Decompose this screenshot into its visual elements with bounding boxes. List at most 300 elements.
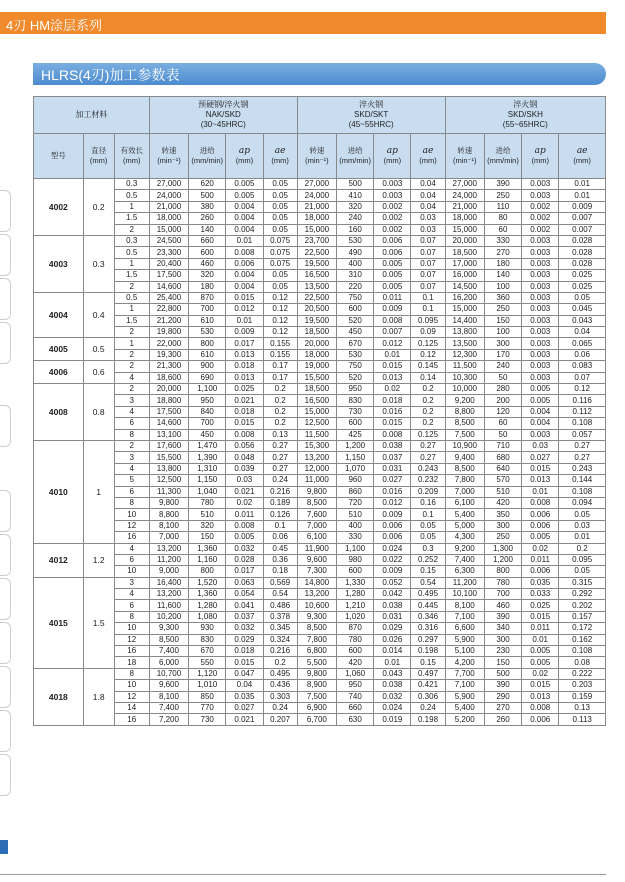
value-cell: 420	[484, 497, 521, 508]
value-cell: 1,150	[337, 452, 374, 463]
value-cell: 0.27	[559, 452, 606, 463]
value-cell: 17,500	[149, 270, 188, 281]
length-cell: 1	[114, 201, 149, 212]
value-cell: 950	[337, 680, 374, 691]
table-row	[34, 668, 606, 679]
value-cell: 15,000	[445, 304, 484, 315]
value-cell: 1,060	[337, 668, 374, 679]
value-cell: 0.24	[411, 702, 445, 713]
value-cell: 0.021	[226, 714, 263, 725]
value-cell: 0.015	[522, 463, 559, 474]
value-cell: 0.05	[263, 201, 297, 212]
side-tab[interactable]	[0, 534, 11, 576]
value-cell: 0.159	[559, 691, 606, 702]
side-tab-active[interactable]	[0, 405, 11, 447]
value-cell: 830	[337, 395, 374, 406]
value-cell: 7,500	[297, 691, 336, 702]
side-tab[interactable]	[0, 190, 11, 232]
table-row	[34, 349, 606, 360]
length-cell: 2	[114, 349, 149, 360]
side-tab[interactable]	[0, 666, 11, 708]
value-cell: 600	[337, 566, 374, 577]
value-cell: 0.03	[226, 475, 263, 486]
value-cell: 150	[484, 657, 521, 668]
value-cell: 850	[189, 691, 226, 702]
value-cell: 60	[484, 224, 521, 235]
side-tab[interactable]	[0, 490, 11, 532]
value-cell: 0.03	[411, 213, 445, 224]
value-cell: 0.125	[411, 338, 445, 349]
value-cell: 16,500	[297, 395, 336, 406]
value-cell: 20,400	[149, 258, 188, 269]
value-cell: 270	[484, 702, 521, 713]
value-cell: 11,600	[149, 600, 188, 611]
value-cell: 0.03	[411, 224, 445, 235]
value-cell: 50	[484, 429, 521, 440]
value-cell: 0.108	[559, 646, 606, 657]
value-cell: 0.01	[559, 190, 606, 201]
value-cell: 0.13	[263, 429, 297, 440]
length-cell: 0.3	[114, 179, 149, 190]
side-tab[interactable]	[0, 234, 11, 276]
table-row	[34, 646, 606, 657]
length-cell: 1.5	[114, 315, 149, 326]
value-cell: 0.013	[226, 349, 263, 360]
value-cell: 13,800	[445, 327, 484, 338]
value-cell: 520	[337, 372, 374, 383]
table-row	[34, 213, 606, 224]
value-cell: 660	[337, 702, 374, 713]
value-cell: 700	[484, 589, 521, 600]
value-cell: 0.057	[559, 429, 606, 440]
value-cell: 0.345	[263, 623, 297, 634]
value-cell: 0.013	[226, 372, 263, 383]
model-cell: 4018	[34, 668, 84, 725]
table-row	[34, 327, 606, 338]
value-cell: 0.003	[374, 179, 411, 190]
value-cell: 0.17	[263, 361, 297, 372]
value-cell: 0.094	[559, 497, 606, 508]
model-cell: 4006	[34, 361, 84, 384]
value-cell: 0.037	[226, 611, 263, 622]
table-row	[34, 509, 606, 520]
length-cell: 0.5	[114, 292, 149, 303]
bottom-divider	[0, 874, 606, 875]
table-row	[34, 702, 606, 713]
value-cell: 0.014	[374, 646, 411, 657]
value-cell: 6,100	[445, 497, 484, 508]
length-cell: 3	[114, 395, 149, 406]
value-cell: 6,100	[297, 532, 336, 543]
col-effective-length: 有效长 (mm)	[114, 134, 149, 179]
table-row	[34, 429, 606, 440]
value-cell: 0.003	[522, 349, 559, 360]
value-cell: 150	[484, 315, 521, 326]
value-cell: 350	[484, 509, 521, 520]
value-cell: 1,160	[189, 554, 226, 565]
length-cell: 16	[114, 646, 149, 657]
col-model: 型号	[34, 134, 84, 179]
table-row	[34, 372, 606, 383]
value-cell: 500	[337, 179, 374, 190]
value-cell: 9,300	[297, 611, 336, 622]
value-cell: 0.065	[559, 338, 606, 349]
value-cell: 0.202	[559, 600, 606, 611]
model-cell: 4005	[34, 338, 84, 361]
value-cell: 0.01	[522, 634, 559, 645]
value-cell: 730	[189, 714, 226, 725]
col-ae: ae (mm)	[263, 134, 297, 179]
value-cell: 750	[337, 361, 374, 372]
value-cell: 23,700	[297, 235, 336, 246]
length-cell: 8	[114, 611, 149, 622]
value-cell: 500	[484, 668, 521, 679]
value-cell: 0.2	[263, 395, 297, 406]
value-cell: 0.007	[559, 224, 606, 235]
length-cell: 0.3	[114, 235, 149, 246]
value-cell: 1,100	[337, 543, 374, 554]
value-cell: 520	[337, 315, 374, 326]
value-cell: 0.016	[374, 486, 411, 497]
table-row	[34, 520, 606, 531]
model-cell: 4010	[34, 440, 84, 543]
value-cell: 0.003	[522, 281, 559, 292]
value-cell: 0.27	[411, 440, 445, 451]
value-cell: 9,300	[149, 623, 188, 634]
value-cell: 8,800	[445, 406, 484, 417]
value-cell: 610	[189, 315, 226, 326]
value-cell: 0.012	[374, 338, 411, 349]
length-cell: 6	[114, 418, 149, 429]
length-cell: 5	[114, 475, 149, 486]
value-cell: 0.2	[411, 395, 445, 406]
value-cell: 0.07	[411, 247, 445, 258]
value-cell: 800	[189, 566, 226, 577]
value-cell: 140	[484, 270, 521, 281]
value-cell: 1,040	[189, 486, 226, 497]
value-cell: 420	[337, 657, 374, 668]
length-cell: 2	[114, 327, 149, 338]
value-cell: 7,600	[297, 509, 336, 520]
value-cell: 24,000	[149, 190, 188, 201]
value-cell: 0.316	[411, 623, 445, 634]
value-cell: 0.024	[374, 702, 411, 713]
value-cell: 0.2	[411, 418, 445, 429]
value-cell: 0.05	[263, 213, 297, 224]
value-cell: 0.27	[263, 440, 297, 451]
length-cell: 1	[114, 304, 149, 315]
value-cell: 250	[484, 190, 521, 201]
table-row	[34, 497, 606, 508]
table-row	[34, 190, 606, 201]
length-cell: 0.5	[114, 190, 149, 201]
length-cell: 4	[114, 543, 149, 554]
value-cell: 5,200	[445, 714, 484, 725]
value-cell: 320	[189, 270, 226, 281]
table-row	[34, 281, 606, 292]
length-cell: 12	[114, 520, 149, 531]
value-cell: 8,100	[445, 600, 484, 611]
value-cell: 0.006	[374, 247, 411, 258]
diameter-cell: 0.8	[83, 384, 114, 441]
value-cell: 0.031	[374, 611, 411, 622]
value-cell: 9,600	[297, 554, 336, 565]
value-cell: 0.203	[559, 680, 606, 691]
value-cell: 0.01	[559, 179, 606, 190]
value-cell: 18,800	[149, 395, 188, 406]
value-cell: 5,000	[445, 520, 484, 531]
table-row	[34, 714, 606, 725]
value-cell: 19,800	[149, 327, 188, 338]
length-cell: 8	[114, 497, 149, 508]
value-cell: 0.243	[559, 463, 606, 474]
diameter-cell: 0.2	[83, 179, 114, 236]
table-row	[34, 452, 606, 463]
value-cell: 7,100	[445, 611, 484, 622]
value-cell: 11,200	[149, 554, 188, 565]
value-cell: 780	[484, 577, 521, 588]
value-cell: 14,800	[297, 577, 336, 588]
value-cell: 0.144	[559, 475, 606, 486]
value-cell: 670	[189, 646, 226, 657]
value-cell: 0.18	[263, 566, 297, 577]
value-cell: 620	[189, 179, 226, 190]
value-cell: 11,500	[297, 429, 336, 440]
value-cell: 7,100	[445, 680, 484, 691]
value-cell: 0.025	[226, 384, 263, 395]
value-cell: 4,200	[445, 657, 484, 668]
side-tab[interactable]	[0, 578, 11, 620]
value-cell: 0.172	[559, 623, 606, 634]
value-cell: 1,300	[484, 543, 521, 554]
value-cell: 18,500	[297, 327, 336, 338]
table-row	[34, 657, 606, 668]
value-cell: 0.24	[263, 702, 297, 713]
side-tab[interactable]	[0, 622, 11, 664]
value-cell: 11,500	[445, 361, 484, 372]
value-cell: 0.12	[559, 384, 606, 395]
value-cell: 0.015	[522, 680, 559, 691]
value-cell: 0.006	[522, 509, 559, 520]
value-cell: 220	[337, 281, 374, 292]
value-cell: 16,500	[297, 270, 336, 281]
table-row	[34, 395, 606, 406]
value-cell: 4,300	[445, 532, 484, 543]
value-cell: 0.209	[411, 486, 445, 497]
length-cell: 6	[114, 554, 149, 565]
value-cell: 0.026	[374, 634, 411, 645]
value-cell: 5,100	[445, 646, 484, 657]
table-row	[34, 179, 606, 190]
value-cell: 5,500	[297, 657, 336, 668]
value-cell: 8,800	[149, 509, 188, 520]
value-cell: 0.112	[559, 406, 606, 417]
side-tab[interactable]	[0, 278, 11, 320]
material-group-1: 预硬钢/淬火钢 NAK/SKD (30~45HRC)	[149, 97, 297, 134]
value-cell: 0.012	[374, 497, 411, 508]
value-cell: 840	[189, 406, 226, 417]
value-cell: 320	[337, 201, 374, 212]
value-cell: 0.346	[411, 611, 445, 622]
value-cell: 930	[189, 623, 226, 634]
value-cell: 570	[484, 475, 521, 486]
value-cell: 13,800	[149, 463, 188, 474]
table-row	[34, 611, 606, 622]
value-cell: 0.315	[559, 577, 606, 588]
value-cell: 0.13	[559, 702, 606, 713]
value-cell: 0.095	[559, 554, 606, 565]
value-cell: 0.018	[226, 361, 263, 372]
value-cell: 0.009	[374, 566, 411, 577]
value-cell: 180	[189, 281, 226, 292]
value-cell: 0.189	[263, 497, 297, 508]
value-cell: 8,500	[445, 463, 484, 474]
value-cell: 9,000	[149, 566, 188, 577]
value-cell: 490	[337, 247, 374, 258]
value-cell: 0.048	[226, 452, 263, 463]
col-feed: 进给 (mm/min)	[484, 134, 521, 179]
length-cell: 4	[114, 589, 149, 600]
table-row	[34, 304, 606, 315]
table-row	[34, 589, 606, 600]
table-row	[34, 600, 606, 611]
value-cell: 7,700	[445, 668, 484, 679]
value-cell: 0.008	[522, 497, 559, 508]
value-cell: 18,500	[297, 384, 336, 395]
value-cell: 20,000	[445, 235, 484, 246]
value-cell: 1,210	[337, 600, 374, 611]
value-cell: 0.003	[522, 327, 559, 338]
value-cell: 0.12	[263, 315, 297, 326]
value-cell: 140	[189, 224, 226, 235]
length-cell: 3	[114, 452, 149, 463]
length-cell: 6	[114, 600, 149, 611]
length-cell: 1	[114, 258, 149, 269]
value-cell: 0.01	[374, 349, 411, 360]
value-cell: 0.145	[411, 361, 445, 372]
value-cell: 800	[484, 566, 521, 577]
value-cell: 7,300	[297, 566, 336, 577]
value-cell: 13,500	[445, 338, 484, 349]
value-cell: 0.029	[374, 623, 411, 634]
value-cell: 0.024	[374, 543, 411, 554]
value-cell: 16,000	[445, 270, 484, 281]
value-cell: 11,900	[297, 543, 336, 554]
value-cell: 170	[484, 349, 521, 360]
value-cell: 7,800	[445, 475, 484, 486]
col-speed: 转速 (min⁻¹)	[445, 134, 484, 179]
value-cell: 18,000	[149, 213, 188, 224]
value-cell: 13,200	[297, 452, 336, 463]
side-tab[interactable]	[0, 322, 11, 364]
value-cell: 670	[337, 338, 374, 349]
value-cell: 0.025	[522, 600, 559, 611]
value-cell: 11,000	[297, 475, 336, 486]
value-cell: 950	[337, 384, 374, 395]
length-cell: 2	[114, 440, 149, 451]
col-ae: ae (mm)	[411, 134, 445, 179]
value-cell: 9,800	[149, 497, 188, 508]
table-row	[34, 475, 606, 486]
value-cell: 0.003	[374, 190, 411, 201]
value-cell: 0.028	[559, 247, 606, 258]
value-cell: 0.095	[411, 315, 445, 326]
value-cell: 630	[337, 714, 374, 725]
value-cell: 0.028	[226, 554, 263, 565]
value-cell: 780	[189, 497, 226, 508]
value-cell: 0.125	[411, 429, 445, 440]
model-cell: 4012	[34, 543, 84, 577]
value-cell: 0.052	[374, 577, 411, 588]
value-cell: 410	[337, 190, 374, 201]
length-cell: 14	[114, 702, 149, 713]
value-cell: 0.004	[226, 281, 263, 292]
diameter-cell: 1.8	[83, 668, 114, 725]
value-cell: 21,300	[149, 361, 188, 372]
value-cell: 27,000	[445, 179, 484, 190]
value-cell: 0.3	[411, 543, 445, 554]
value-cell: 330	[337, 532, 374, 543]
value-cell: 0.032	[226, 623, 263, 634]
value-cell: 0.232	[411, 475, 445, 486]
value-cell: 0.015	[226, 292, 263, 303]
series-header-bar	[0, 12, 606, 34]
value-cell: 0.36	[263, 554, 297, 565]
table-row	[34, 486, 606, 497]
value-cell: 0.008	[226, 429, 263, 440]
value-cell: 27,000	[149, 179, 188, 190]
value-cell: 0.005	[374, 258, 411, 269]
col-speed: 转速 (min⁻¹)	[297, 134, 336, 179]
table-row	[34, 292, 606, 303]
value-cell: 0.028	[559, 235, 606, 246]
value-cell: 310	[337, 270, 374, 281]
value-cell: 830	[189, 634, 226, 645]
table-body	[34, 179, 606, 726]
table-row	[34, 247, 606, 258]
value-cell: 110	[484, 201, 521, 212]
table-row	[34, 418, 606, 429]
value-cell: 0.05	[263, 224, 297, 235]
side-tab[interactable]	[0, 710, 11, 752]
value-cell: 1,080	[189, 611, 226, 622]
value-cell: 0.012	[226, 304, 263, 315]
value-cell: 460	[484, 600, 521, 611]
diameter-cell: 1.2	[83, 543, 114, 577]
value-cell: 660	[189, 235, 226, 246]
value-cell: 0.252	[411, 554, 445, 565]
value-cell: 0.075	[263, 235, 297, 246]
value-cell: 0.013	[374, 372, 411, 383]
value-cell: 10,300	[445, 372, 484, 383]
length-cell: 2	[114, 384, 149, 395]
value-cell: 20,500	[297, 304, 336, 315]
value-cell: 0.047	[226, 668, 263, 679]
value-cell: 0.005	[522, 657, 559, 668]
value-cell: 0.12	[411, 349, 445, 360]
table-row	[34, 315, 606, 326]
value-cell: 0.003	[522, 304, 559, 315]
value-cell: 0.222	[559, 668, 606, 679]
value-cell: 80	[484, 213, 521, 224]
value-cell: 0.155	[263, 338, 297, 349]
value-cell: 9,600	[149, 680, 188, 691]
value-cell: 16,400	[149, 577, 188, 588]
value-cell: 0.05	[263, 179, 297, 190]
col-ae: ae (mm)	[559, 134, 606, 179]
side-tab[interactable]	[0, 754, 11, 796]
value-cell: 1,070	[337, 463, 374, 474]
